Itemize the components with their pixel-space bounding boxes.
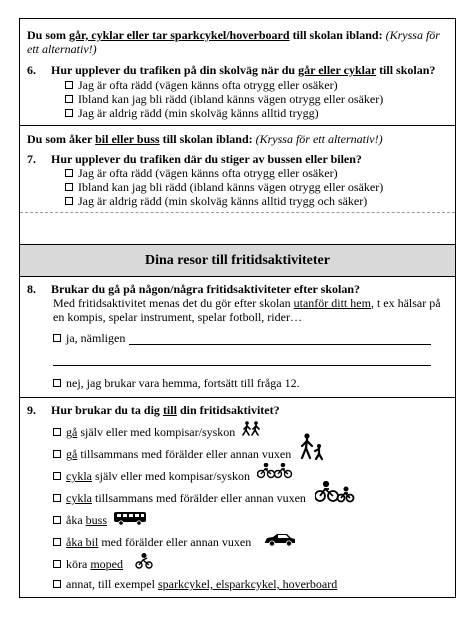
checkbox[interactable] [65,109,73,117]
dashed-divider [20,212,455,213]
q9-option-walk-alone[interactable]: gå själv eller med kompisar/syskon [53,425,235,439]
car-icon [263,533,297,547]
adult-child-bikes-icon [315,481,355,503]
section-walk-intro: Du som går, cyklar eller tar sparkcykel/hoverboard till skolan ibland: (Kryssa för [27,28,440,42]
answer-line[interactable] [129,344,431,345]
checkbox[interactable] [53,334,61,342]
two-bikes-icon [257,463,293,479]
section-heading: Dina resor till fritidsaktiviteter [20,244,455,277]
question-9-number: 9. [27,403,36,417]
checkbox[interactable] [53,379,61,387]
divider [20,125,455,126]
q6-option-2[interactable]: Ibland kan jag bli rädd (ibland känns vägen otrygg eller osäker) [65,92,383,106]
checkbox[interactable] [53,538,61,546]
checkbox[interactable] [53,428,61,436]
question-6-number: 6. [27,63,36,77]
checkbox[interactable] [53,560,61,568]
walking-adult-child-icon [299,433,327,461]
q9-option-bike-adult[interactable]: cykla tillsammans med förälder eller annan vuxen [53,491,306,505]
answer-line[interactable] [53,365,431,366]
questionnaire-page [19,18,456,598]
q9-option-walk-adult[interactable]: gå tillsammans med förälder eller annan vuxen [53,447,291,461]
checkbox[interactable] [53,494,61,502]
checkbox[interactable] [53,450,61,458]
question-7-text: Hur upplever du trafiken där du stiger av bussen eller bilen? [51,152,362,166]
section-bus-intro: Du som åker bil eller buss till skolan ibland: (Kryssa för ett alternativ!) [27,132,383,146]
q9-option-other[interactable]: annat, till exempel sparkcykel, elsparkcykel, hoverboard [53,577,337,591]
moped-icon [135,553,153,569]
checkbox[interactable] [65,81,73,89]
q6-option-1[interactable]: Jag är ofta rädd (vägen känns ofta otrygg eller osäker) [65,78,338,92]
checkbox[interactable] [53,472,61,480]
checkbox[interactable] [65,183,73,191]
q9-option-car[interactable]: åka bil med förälder eller annan vuxen [53,535,251,549]
q9-option-moped[interactable]: köra moped [53,557,123,571]
question-9-text: Hur brukar du ta dig till din fritidsaktivitet? [51,403,280,417]
walking-two-icon [241,421,263,437]
q8-option-yes[interactable]: ja, nämligen [53,331,125,345]
q8-option-no[interactable]: nej, jag brukar vara hemma, fortsätt till fråga 12. [53,376,300,390]
q7-option-3[interactable]: Jag är aldrig rädd (min skolväg känns alltid trygg och säker) [65,194,367,208]
q7-option-1[interactable]: Jag är ofta rädd (vägen känns ofta otrygg eller osäker) [65,166,338,180]
checkbox[interactable] [65,95,73,103]
question-7-number: 7. [27,152,36,166]
checkbox[interactable] [65,169,73,177]
bus-icon [113,511,147,526]
section-walk-intro-cont: ett alternativ!) [27,42,97,56]
q7-option-2[interactable]: Ibland kan jag bli rädd (ibland känns vägen otrygg eller osäker) [65,180,383,194]
question-8-description-cont: en kompis, spelar instrument, spelar fotboll, rider… [53,310,302,324]
question-8-number: 8. [27,282,36,296]
checkbox[interactable] [65,197,73,205]
question-8-text: Brukar du gå på någon/några fritidsaktiviteter efter skolan? [51,282,361,296]
q9-option-bus[interactable]: åka buss [53,513,107,527]
checkbox[interactable] [53,516,61,524]
checkbox[interactable] [53,580,61,588]
q9-option-bike-alone[interactable]: cykla själv eller med kompisar/syskon [53,469,250,483]
question-6-text: Hur upplever du trafiken på din skolväg när du går eller cyklar till skolan? [51,63,436,77]
divider [20,397,455,398]
question-8-description: Med fritidsaktivitet menas det du gör efter skolan utanför ditt hem, t ex hälsar på [53,296,441,310]
q6-option-3[interactable]: Jag är aldrig rädd (min skolväg känns alltid trygg) [65,106,319,120]
